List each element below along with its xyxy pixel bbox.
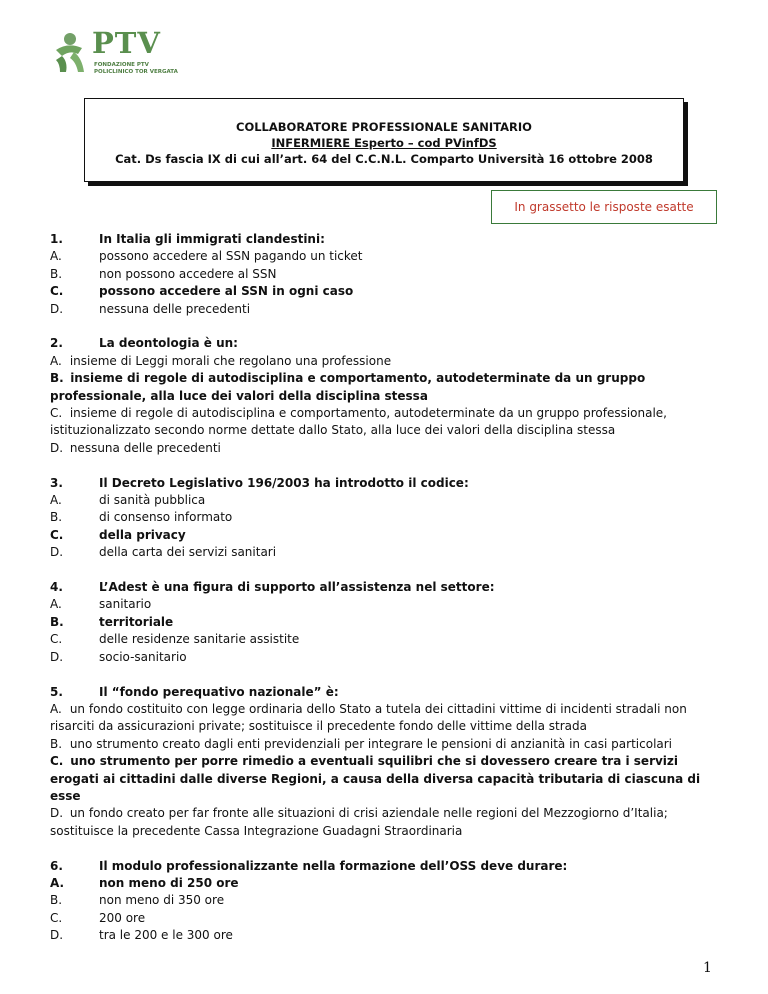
logo-subtitle-2: POLICLINICO TOR VERGATA bbox=[94, 69, 178, 75]
option-label: D. bbox=[50, 806, 64, 821]
option-label: D. bbox=[50, 440, 64, 455]
legend-note: In grassetto le risposte esatte bbox=[491, 190, 717, 224]
ptv-logo-figure-icon bbox=[48, 28, 92, 74]
option-text: possono accedere al SSN pagando un ticket bbox=[99, 249, 363, 264]
correct-option bbox=[50, 614, 728, 631]
option bbox=[50, 805, 728, 840]
option bbox=[50, 892, 728, 909]
question-3 bbox=[50, 475, 728, 562]
option bbox=[50, 492, 728, 509]
logo-subtitle: FONDAZIONE PTV bbox=[94, 62, 149, 68]
question-text: In Italia gli immigrati clandestini: bbox=[99, 232, 325, 246]
question-heading bbox=[50, 858, 728, 875]
option bbox=[50, 509, 728, 526]
option-text: insieme di regole di autodisciplina e comportamento, autodeterminate da un gruppo professionale, alla luce dei valori della disciplina stessa bbox=[50, 371, 646, 403]
option-text: possono accedere al SSN in ogni caso bbox=[99, 284, 354, 299]
option-text: 200 ore bbox=[99, 910, 146, 925]
correct-option bbox=[50, 370, 728, 405]
option-label: C. bbox=[50, 754, 64, 769]
option bbox=[50, 649, 728, 666]
question-2 bbox=[50, 335, 728, 457]
option bbox=[50, 544, 728, 561]
option-text: un fondo creato per far fronte alle situazioni di crisi aziendale nelle regioni del Mezzogiorno d’Italia; sostituisce la precedente Cassa Integrazione Guadagni Straordinaria bbox=[50, 806, 668, 838]
option-label: A. bbox=[50, 875, 65, 890]
question-heading bbox=[50, 475, 728, 492]
option bbox=[50, 353, 728, 370]
correct-option bbox=[50, 527, 728, 544]
question-heading bbox=[50, 335, 728, 352]
question-text: L’Adest è una figura di supporto all’assistenza nel settore: bbox=[99, 580, 495, 595]
option-text: nessuna delle precedenti bbox=[69, 440, 221, 455]
option bbox=[50, 301, 728, 318]
option-text: insieme di regole di autodisciplina e comportamento, autodeterminate da un gruppo professionale, istituzionalizzato secondo norme dettate dallo Stato, alla luce dei valori della disciplina stessa bbox=[50, 406, 667, 438]
title-line-3: Cat. Ds fascia IX di cui all’art. 64 del C.C.N.L. Comparto Università 16 ottobre 2008 bbox=[115, 152, 653, 166]
option-label: A. bbox=[50, 249, 62, 264]
option bbox=[50, 248, 728, 265]
page-number: 1 bbox=[703, 960, 712, 976]
option-label: D. bbox=[50, 649, 64, 664]
option-text: non meno di 350 ore bbox=[99, 893, 225, 908]
question-1 bbox=[50, 231, 728, 318]
title-line-2: INFERMIERE Esperto – cod PVinfDS bbox=[271, 136, 497, 150]
option bbox=[50, 405, 728, 440]
option-label: D. bbox=[50, 545, 64, 560]
correct-option bbox=[50, 283, 728, 300]
question-number: 1. bbox=[50, 232, 63, 246]
option bbox=[50, 927, 728, 944]
option-text: sanitario bbox=[99, 597, 152, 612]
option-label: C. bbox=[50, 632, 63, 647]
option-label: B. bbox=[50, 371, 64, 386]
option-text: della carta dei servizi sanitari bbox=[99, 545, 277, 560]
option bbox=[50, 736, 728, 753]
option-text: tra le 200 e le 300 ore bbox=[99, 928, 233, 943]
option-label: A. bbox=[50, 701, 62, 716]
option-label: C. bbox=[50, 406, 63, 421]
option-text: socio-sanitario bbox=[99, 649, 187, 664]
option-text: un fondo costituito con legge ordinaria dello Stato a tutela dei cittadini vittime di incidenti stradali non risarciti da assicurazioni private; sostituisce il precedente fondo delle vittime della strada bbox=[50, 701, 687, 734]
option-text: uno strumento per porre rimedio a eventuali squilibri che si dovessero creare tra i servizi erogati ai cittadini dalle diverse Regioni, a causa della diversa capacità tributaria di ciascuna di esse bbox=[50, 754, 701, 803]
option-text: uno strumento creato dagli enti previdenziali per integrare le pensioni di anzianità in casi particolari bbox=[69, 736, 673, 751]
option-label: D. bbox=[50, 928, 64, 943]
option-text: di consenso informato bbox=[99, 510, 233, 525]
option-label: B. bbox=[50, 614, 64, 629]
option-label: C. bbox=[50, 910, 63, 925]
option bbox=[50, 910, 728, 927]
question-text: Il Decreto Legislativo 196/2003 ha introdotto il codice: bbox=[99, 475, 469, 490]
option-text: non possono accedere al SSN bbox=[99, 266, 277, 281]
option-label: B. bbox=[50, 893, 63, 908]
option bbox=[50, 440, 728, 457]
correct-option bbox=[50, 753, 728, 805]
option-label: A. bbox=[50, 597, 62, 612]
question-number: 5. bbox=[50, 684, 63, 699]
question-heading bbox=[50, 579, 728, 596]
logo-wordmark: PTV bbox=[92, 26, 161, 60]
question-number: 3. bbox=[50, 475, 63, 490]
option-label: C. bbox=[50, 527, 64, 542]
question-text: Il “fondo perequativo nazionale” è: bbox=[99, 684, 339, 699]
question-text: Il modulo professionalizzante nella formazione dell’OSS deve durare: bbox=[99, 858, 568, 873]
question-number: 4. bbox=[50, 580, 63, 595]
option-label: C. bbox=[50, 284, 64, 299]
option-text: insieme di Leggi morali che regolano una professione bbox=[69, 353, 392, 368]
question-text: La deontologia è un: bbox=[99, 336, 238, 351]
question-6 bbox=[50, 858, 728, 945]
question-5 bbox=[50, 684, 728, 841]
option-text: di sanità pubblica bbox=[99, 493, 206, 508]
option-text: non meno di 250 ore bbox=[99, 875, 239, 890]
option-label: B. bbox=[50, 510, 63, 525]
question-4 bbox=[50, 579, 728, 666]
question-list bbox=[50, 231, 728, 962]
option-text: nessuna delle precedenti bbox=[99, 301, 251, 316]
option-text: delle residenze sanitarie assistite bbox=[99, 632, 300, 647]
correct-option bbox=[50, 875, 728, 892]
question-number: 6. bbox=[50, 858, 63, 873]
title-line-1: COLLABORATORE PROFESSIONALE SANITARIO bbox=[236, 120, 532, 134]
option bbox=[50, 701, 728, 736]
question-heading bbox=[50, 231, 728, 248]
question-number: 2. bbox=[50, 336, 63, 351]
option bbox=[50, 631, 728, 648]
option-label: B. bbox=[50, 736, 63, 751]
ptv-logo bbox=[48, 28, 178, 76]
option bbox=[50, 266, 728, 283]
option-text: della privacy bbox=[99, 527, 186, 542]
option-label: A. bbox=[50, 493, 62, 508]
title-box bbox=[84, 98, 684, 182]
option bbox=[50, 596, 728, 613]
option-label: D. bbox=[50, 301, 64, 316]
option-label: B. bbox=[50, 266, 63, 281]
option-label: A. bbox=[50, 353, 62, 368]
question-heading bbox=[50, 684, 728, 701]
option-text: territoriale bbox=[99, 614, 174, 629]
